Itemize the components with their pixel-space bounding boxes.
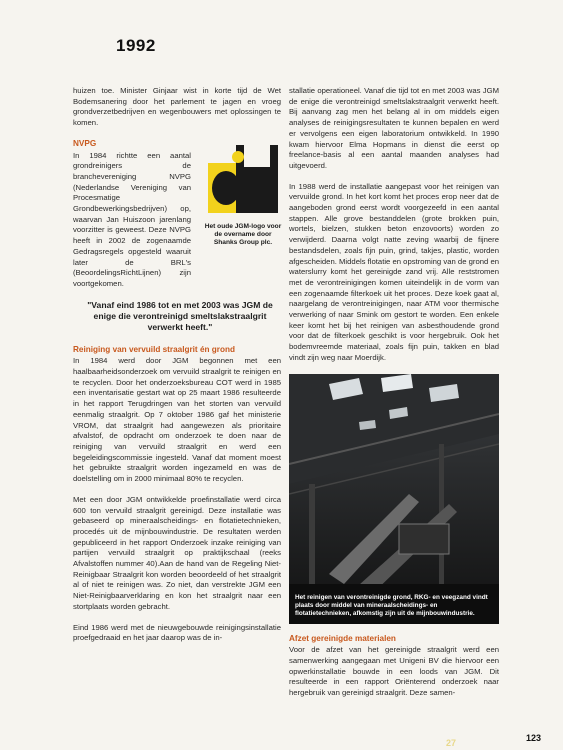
right-paragraph-2: In 1988 werd de installatie aangepast voor het reinigen van vervuilde grond. In het kort komt het proces erop neer dat de aangeboden grond eerst wordt voorgezeefd in een aantal stappen. Alle grove bestanddelen (grote brokken puin, wortels, bielzen, stukken beton enzovoorts) worden zo verwijderd. Daarna volgt natte zeving waarbij de fijnere bestandsdelen, zoals fijn puin, grind, takjes, plastic, worden afgescheiden. Middels flotatie en opstroming van de grond en waterslurry komt het gereinigde zand vrij. Alle reststromen met de verontreinigingen komen uiteindelijk in de vorm van een zogenaamde filterkoek uit het proces. Deze koek gaat al, naargelang de verontreinigingen, naar ATM voor thermische verwerking of naar Smink om gestort te worden. Een enkele keer komt het bij het reinigen van asbesthoudende grond voor dat de filterkoek geschikt is voor hergebruik. Ook het bodemvreemde materiaal, zoals fijn puin, takken en blad vindt zijn weg naar Moerdijk. xyxy=(289,181,499,362)
intro-paragraph: huizen toe. Minister Ginjaar wist in korte tijd de Wet Bodemsanering door het parlement te jagen en vroeg grondverzetbedrijven en wegenbouwers met oplossingen te komen. xyxy=(73,86,281,128)
reiniging-paragraph-1: In 1984 werd door JGM begonnen met een haalbaarheidsonderzoek om vervuild straalgrit te reinigen en te recyclen. Door het onderzoeksbureau COT werd in 1985 een inventarisatie gestart wat op 25 maart 1986 resulteerde in het rapport Terugdringen van het storten van vervuild eenmalig straalgrit. Op 7 oktober 1986 gaf het ministerie VROM, dat straalgrit had aangewezen als prioritaire afvalstof, de opdracht om onderzoek te doen naar de reiniging van vervuild straalgrit en werd een begeleidingscommissie ingesteld. Vanaf dat moment moest het gebruikte straalgrit worden ingezameld en was de doelstelling om in 2000 minimaal 80% te recyclen. xyxy=(73,356,281,484)
afzet-paragraph: Voor de afzet van het gereinigde straalgrit werd een samenwerking aangegaan met Unigeni BV die hiervoor een opwerkinstallatie bouwde in een loods van JGM. Dit resulteerde in een rapport Oriënterend onderzoek naar hergebruik van gereinigd straalgrit. Deze samen- xyxy=(289,645,499,698)
right-column xyxy=(289,86,499,709)
nvpg-paragraph: In 1984 richtte een aantal grondreinigers de branchevereniging NVPG (Nederlandse Vereniging van Procesmatige Grondbewerkingsbedrijven) op, waarvan Jan Huiszoon jarenlang voorzitter is geweest. Deze NVPG heeft in 2002 de zogenaamde Gedragsregels opgesteld waaruit later de BRL's (BeoordelingsRichtLijnen) zijn voortgekomen. xyxy=(73,150,191,288)
logo-caption: Het oude JGM-logo voor de overname door Shanks Group plc. xyxy=(204,222,282,247)
pull-quote: "Vanaf eind 1986 tot en met 2003 was JGM de enige die verontreinigd smeltslakstraalgrit verwerkt heeft." xyxy=(87,299,273,332)
reiniging-heading: Reiniging van vervuild straalgrit én grond xyxy=(73,344,235,354)
photo-caption: Het reinigen van verontreinigde grond, RKG- en veegzand vindt plaats door middel van mineraalscheidings- en flotatietechnieken, afkomstig zijn uit de mijnbouwindustrie. xyxy=(295,593,488,617)
reiniging-paragraph-2: Met een door JGM ontwikkelde proefinstallatie werd circa 600 ton vervuild straalgrit gereinigd. Deze installatie was gebaseerd op mineraalscheidings- en flotatietechnieken, procedés uit de mijnbouwindustrie. De resultaten werden gepubliceerd in het rapport Onderzoek inzake reiniging van partijen vervuild straalgrit op praktijkschaal (reeks Afvalstoffen nummer 40).Aan de hand van de Regeling Niet-Reinigbaar Straalgrit kon worden beoordeeld of het straalgrit al of niet te reinigen was. Zo niet, dan verstrekte JGM een Niet-Reinigbaarverklaring en kon het straalgrit naar een stortplaats worden gebracht. xyxy=(73,494,281,611)
right-paragraph-1: stallatie operationeel. Vanaf die tijd tot en met 2003 was JGM de enige die verontreinigd smeltslakstraalgrit verwerkt heeft. Bij aanvang zag men het belang al in om middels eigen analyses de reinigingsresultaten te kunnen bepalen en werd er vervolgens een eigen laboratorium ontwikkeld. In 1990 kwam hiervoor Elma Hopmans in dienst die eerst op freelance-basis al een aantal maanden analyses had uitgevoerd. xyxy=(289,86,499,170)
jgm-logo-icon xyxy=(206,145,280,219)
footer-mark: 27 xyxy=(446,738,457,748)
installation-photo-illustration xyxy=(289,374,499,624)
reiniging-paragraph-3: Eind 1986 werd met de nieuwgebouwde reinigingsinstallatie proefgedraaid en het jaar daarop was de in- xyxy=(73,622,281,643)
left-column xyxy=(73,86,281,654)
logo-figure xyxy=(202,145,284,248)
afzet-heading: Afzet gereinigde materialen xyxy=(289,633,396,643)
nvpg-section xyxy=(73,139,281,290)
nvpg-heading: NVPG xyxy=(73,138,97,148)
year-heading: 1992 xyxy=(116,36,156,55)
page-number: 123 xyxy=(525,733,541,743)
installation-photo xyxy=(289,374,499,624)
